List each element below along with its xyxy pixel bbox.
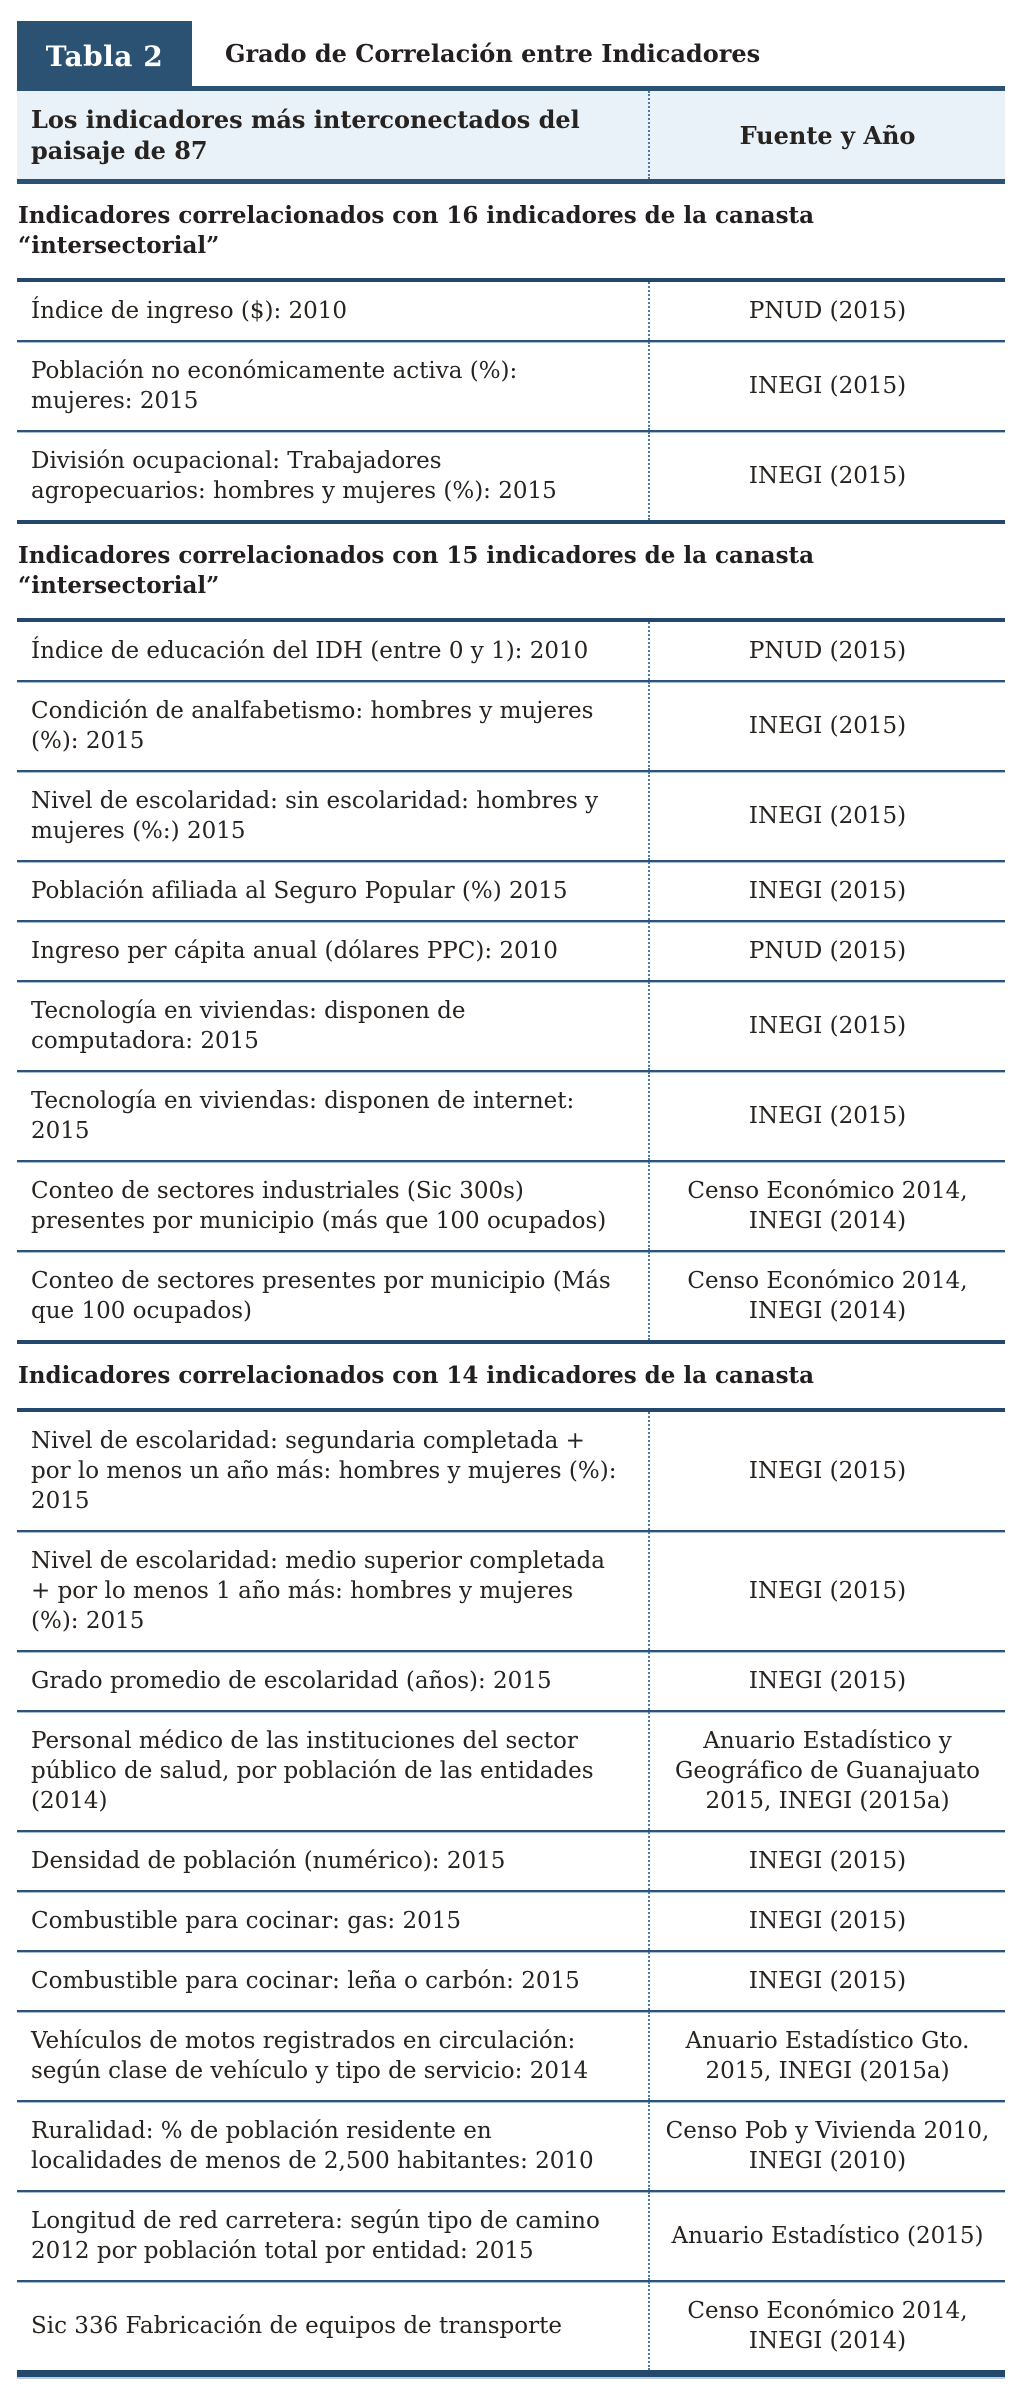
indicator-text: Grado promedio de escolaridad (años): 2015	[31, 1668, 552, 1694]
table-row	[17, 1412, 1005, 1530]
source-text: INEGI (2015)	[748, 878, 907, 904]
document-page	[17, 21, 1005, 2377]
table-banner	[17, 21, 1005, 86]
table-row	[17, 430, 1005, 520]
source-cell	[650, 342, 1005, 430]
source-text: INEGI (2015)	[748, 1013, 907, 1039]
sections	[17, 184, 1005, 2377]
source-text: INEGI (2015)	[748, 803, 907, 829]
indicator-text: Longitud de red carretera: según tipo de camino 2012 por población total por entidad: 2015	[31, 2208, 600, 2264]
table-row	[17, 680, 1005, 770]
source-cell	[650, 1162, 1005, 1250]
header-indicators-label: Los indicadores más interconectados del paisaje de 87	[31, 105, 580, 165]
section-table	[17, 618, 1005, 1344]
indicator-cell	[17, 282, 650, 340]
table-number-label: Tabla 2	[45, 39, 164, 73]
section-table	[17, 1408, 1005, 2377]
indicator-cell	[17, 1072, 650, 1160]
source-cell	[650, 622, 1005, 680]
source-text: Censo Pob y Vivienda 2010, INEGI (2010)	[665, 2118, 990, 2174]
indicator-text: Vehículos de motos registrados en circulación: según clase de vehículo y tipo de servicio: 2014	[31, 2028, 589, 2084]
indicator-text: Personal médico de las instituciones del sector público de salud, por población de las entidades (2014)	[31, 1728, 594, 1814]
source-cell	[650, 1252, 1005, 1340]
indicator-cell	[17, 432, 650, 520]
source-text: PNUD (2015)	[748, 298, 907, 324]
source-text: INEGI (2015)	[748, 1103, 907, 1129]
indicator-cell	[17, 1652, 650, 1710]
table-row	[17, 1650, 1005, 1710]
source-cell	[650, 2282, 1005, 2370]
table-row	[17, 2190, 1005, 2280]
source-text: PNUD (2015)	[748, 638, 907, 664]
indicator-text: Combustible para cocinar: gas: 2015	[31, 1908, 462, 1934]
indicator-cell	[17, 2012, 650, 2100]
indicator-cell	[17, 682, 650, 770]
indicator-cell	[17, 982, 650, 1070]
indicator-cell	[17, 772, 650, 860]
source-text: INEGI (2015)	[748, 1908, 907, 1934]
source-text: Censo Económico 2014, INEGI (2014)	[687, 1268, 968, 1324]
source-text: INEGI (2015)	[748, 463, 907, 489]
source-cell	[650, 1952, 1005, 2010]
source-cell	[650, 1652, 1005, 1710]
source-cell	[650, 432, 1005, 520]
table-row	[17, 1250, 1005, 1340]
indicator-cell	[17, 1162, 650, 1250]
source-cell	[650, 682, 1005, 770]
source-text: Censo Económico 2014, INEGI (2014)	[687, 2298, 968, 2354]
source-text: INEGI (2015)	[748, 1578, 907, 1604]
source-cell	[650, 2192, 1005, 2280]
source-text: INEGI (2015)	[748, 1458, 907, 1484]
source-cell	[650, 1072, 1005, 1160]
table-row	[17, 340, 1005, 430]
table-row	[17, 2010, 1005, 2100]
indicator-text: Conteo de sectores presentes por municipio (Más que 100 ocupados)	[31, 1268, 611, 1324]
indicator-text: Población no económicamente activa (%): mujeres: 2015	[31, 358, 518, 414]
source-cell	[650, 982, 1005, 1070]
indicator-text: Conteo de sectores industriales (Sic 300s) presentes por municipio (más que 100 ocupados)	[31, 1178, 607, 1234]
source-text: Anuario Estadístico y Geográfico de Guanajuato 2015, INEGI (2015a)	[675, 1728, 980, 1814]
indicator-cell	[17, 1252, 650, 1340]
source-cell	[650, 922, 1005, 980]
source-cell	[650, 772, 1005, 860]
source-text: INEGI (2015)	[748, 1668, 907, 1694]
indicator-cell	[17, 1412, 650, 1530]
section-table	[17, 278, 1005, 524]
table-row	[17, 1950, 1005, 2010]
section-header: Indicadores correlacionados con 14 indicadores de la canasta	[18, 1362, 815, 1389]
table-row	[17, 860, 1005, 920]
source-text: INEGI (2015)	[748, 1968, 907, 1994]
indicator-cell	[17, 1532, 650, 1650]
table-row	[17, 282, 1005, 340]
source-cell	[650, 2102, 1005, 2190]
indicator-text: Combustible para cocinar: leña o carbón: 2015	[31, 1968, 580, 1994]
indicator-cell	[17, 2102, 650, 2190]
indicator-text: Índice de ingreso ($): 2010	[31, 298, 348, 324]
table-row	[17, 920, 1005, 980]
indicator-cell	[17, 1712, 650, 1830]
source-cell	[650, 1712, 1005, 1830]
table-row	[17, 622, 1005, 680]
source-cell	[650, 1412, 1005, 1530]
indicator-text: Ingreso per cápita anual (dólares PPC): 2010	[31, 938, 558, 964]
indicator-text: Nivel de escolaridad: sin escolaridad: hombres y mujeres (%:) 2015	[31, 788, 599, 844]
header-indicators-column	[17, 91, 650, 179]
indicator-text: Condición de analfabetismo: hombres y mujeres (%): 2015	[31, 698, 594, 754]
source-text: Anuario Estadístico (2015)	[671, 2223, 984, 2249]
header-source-label: Fuente y Año	[739, 120, 916, 150]
table-header-row	[17, 86, 1005, 184]
indicator-text: Ruralidad: % de población residente en localidades de menos de 2,500 habitantes: 2010	[31, 2118, 594, 2174]
indicator-cell	[17, 2192, 650, 2280]
indicator-cell	[17, 342, 650, 430]
indicator-text: Tecnología en viviendas: disponen de computadora: 2015	[31, 998, 466, 1054]
source-cell	[650, 1532, 1005, 1650]
table-row	[17, 980, 1005, 1070]
section-header: Indicadores correlacionados con 15 indicadores de la canasta “intersectorial”	[18, 542, 815, 599]
table-row	[17, 1530, 1005, 1650]
table-row	[17, 2280, 1005, 2370]
indicator-text: Población afiliada al Seguro Popular (%) 2015	[31, 878, 568, 904]
source-text: INEGI (2015)	[748, 713, 907, 739]
table-row	[17, 2100, 1005, 2190]
source-cell	[650, 1832, 1005, 1890]
indicator-text: Nivel de escolaridad: medio superior completada + por lo menos 1 año más: hombres y mujeres (%): 2015	[31, 1548, 605, 1634]
source-cell	[650, 862, 1005, 920]
source-cell	[650, 282, 1005, 340]
header-source-column	[650, 91, 1005, 179]
source-text: PNUD (2015)	[748, 938, 907, 964]
table-row	[17, 1710, 1005, 1830]
indicator-cell	[17, 1892, 650, 1950]
table-row	[17, 1830, 1005, 1890]
source-text: INEGI (2015)	[748, 373, 907, 399]
indicator-cell	[17, 922, 650, 980]
indicator-cell	[17, 1832, 650, 1890]
table-row	[17, 770, 1005, 860]
table-row	[17, 1160, 1005, 1250]
indicator-cell	[17, 1952, 650, 2010]
indicator-cell	[17, 862, 650, 920]
indicator-text: Sic 336 Fabricación de equipos de transporte	[31, 2313, 562, 2339]
table-row	[17, 1890, 1005, 1950]
table-row	[17, 1070, 1005, 1160]
indicator-cell	[17, 622, 650, 680]
indicator-text: Densidad de población (numérico): 2015	[31, 1848, 506, 1874]
source-cell	[650, 2012, 1005, 2100]
source-text: Censo Económico 2014, INEGI (2014)	[687, 1178, 968, 1234]
indicator-cell	[17, 2282, 650, 2370]
indicator-text: División ocupacional: Trabajadores agropecuarios: hombres y mujeres (%): 2015	[31, 448, 557, 504]
table-number-tab	[17, 21, 192, 91]
table-title: Grado de Correlación entre Indicadores	[225, 39, 761, 68]
indicator-text: Nivel de escolaridad: segundaria completada + por lo menos un año más: hombres y mujeres (%): 2015	[31, 1428, 617, 1514]
section-header: Indicadores correlacionados con 16 indicadores de la canasta “intersectorial”	[18, 202, 815, 259]
indicator-text: Índice de educación del IDH (entre 0 y 1): 2010	[31, 638, 589, 664]
source-text: Anuario Estadístico Gto. 2015, INEGI (2015a)	[685, 2028, 970, 2084]
source-cell	[650, 1892, 1005, 1950]
source-text: INEGI (2015)	[748, 1848, 907, 1874]
indicator-text: Tecnología en viviendas: disponen de internet: 2015	[31, 1088, 575, 1144]
